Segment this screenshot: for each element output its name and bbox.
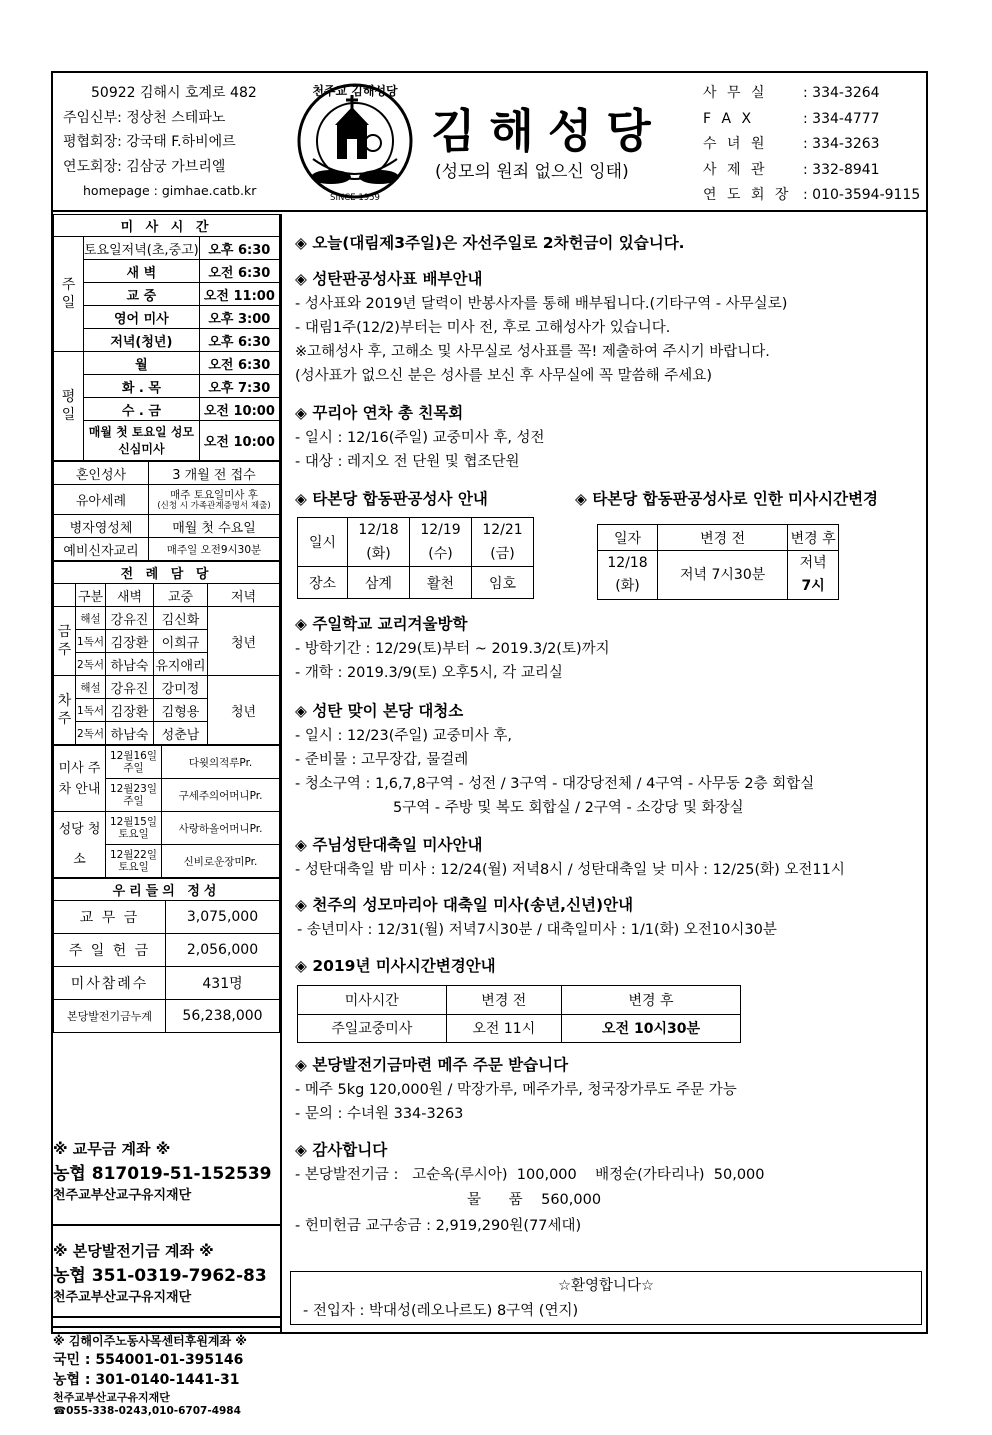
mass-change-table: 일자 변경 전 변경 후 12/18 (화) 저녁 7시30분 저녁 7시: [597, 524, 839, 600]
notice-title: ◈ 꾸리아 연차 총 친목회: [295, 404, 464, 422]
notice-title: ◈ 본당발전기금마련 메주 주문 받습니다: [295, 1056, 569, 1074]
schedule-change-table: 미사시간 변경 전 변경 후 주일교중미사 오전 11시 오전 10시30분: [297, 985, 741, 1043]
mass-time: 오전 6:30: [199, 352, 279, 375]
notice-title: ◈ 천주의 성모마리아 대축일 미사(송년,신년)안내: [295, 896, 634, 914]
header-info: [63, 81, 257, 204]
mass-name: 새 벽: [84, 260, 200, 283]
pastor: 주임신부: 정상천 스테파노: [63, 109, 226, 126]
mass-name: 매월 첫 토요일 성모신심미사: [84, 421, 200, 461]
parish-logo-icon: [291, 81, 419, 205]
contact-rectory: 사 제 관 : 332-8941: [703, 161, 880, 178]
mass-time: 오후 7:30: [199, 375, 279, 398]
notice-charity: ◈ 오늘(대림제3주일)은 자선주일로 2차헌금이 있습니다.: [295, 234, 685, 252]
contact-yeondo: 연 도 회 장 : 010-3594-9115: [703, 187, 921, 203]
notice-title: ◈ 감사합니다: [295, 1141, 388, 1159]
mass-time: 오전 10:00: [199, 421, 279, 461]
offerings-title: 우리들의 정성: [54, 879, 280, 901]
left-column: [53, 214, 282, 1417]
sacrament-name: 예비신자교리: [54, 538, 149, 561]
account-box-2: ※ 본당발전기금 계좌 ※ 농협 351-0319-7962-83 천주교부산교구유지재단: [53, 1224, 280, 1318]
mass-time: 오전 10:00: [199, 398, 279, 421]
sacrament-info: 매주일 오전9시30분: [149, 538, 280, 561]
mass-time: 오전 6:30: [199, 260, 279, 283]
notice-title: ◈ 2019년 미사시간변경안내: [295, 957, 496, 975]
contact-office: 사 무 실 : 334-3264: [703, 85, 880, 101]
liturgy-header: 구분: [76, 584, 106, 607]
mass-time: 오후 3:00: [199, 306, 279, 329]
logo-text: 천주교 김해성당: [312, 84, 398, 98]
mass-name: 화 . 목: [84, 375, 200, 398]
liturgy-header: 저녁: [208, 584, 280, 607]
yeondo-head: 연도회장: 김삼궁 가브리엘: [63, 158, 226, 175]
sacraments-table: [53, 461, 280, 561]
mass-times-table: [53, 214, 280, 461]
page-title: 김해성당: [431, 104, 665, 158]
sacrament-name: 유아세례: [54, 485, 149, 515]
cleaning-label: 성당 청소: [54, 812, 106, 878]
sacrament-info: 매주 토요일미사 후 (신청 시 가족관계증명서 제출): [149, 485, 280, 515]
mass-time: 오후 6:30: [199, 329, 279, 352]
sacrament-info: 매월 첫 수요일: [149, 515, 280, 538]
liturgy-header: 교중: [154, 584, 208, 607]
offerings-table: 우리들의 정성 교 무 금 3,075,000 주 일 헌 금 2,056,000 미사참례수 431명 본당발전기금누계 56,238,000: [53, 878, 280, 1033]
notice-title: ◈ 성탄 맞이 본당 대청소: [295, 702, 464, 720]
contact-list: [703, 81, 920, 209]
mass-name: 교 중: [84, 283, 200, 306]
mass-name: 월: [84, 352, 200, 375]
address: 50922 김해시 호계로 482: [91, 85, 257, 101]
bulletin-page: 50922 김해시 호계로 482 주임신부: 정상천 스테파노 평협회장: 강국태 F.하비에르 연도회장: 김삼궁 가브리엘 homepage : gimhae.catb.kr 천주교 김해성당 SINCE 1959 김해성당 (성모의 원죄 없으신 잉태) 사 무 실 : 334-3264 F A X : 334-4777 수 녀 원 : 334-3263 사 제 관 : 332-8941 연 도 회 장 : 010-3594-9115 미 사 시 간 주일 토요일저녁(초,중고) 오후 6:30 새 벽 오전 6:30 교 중 오전 11:00 영어 미사 오후 3:00 저녁(청년) 오후 6:30 평일 월 오전 6:30 화 . 목 오후 7:30 수 . 금 오전 10:00 매월 첫 토요일 성모신심미사 오전 10:00 혼인성사 3 개월 전 접수 유아세례 매주 토요일미사 후 (신청 시 가족관계증명서 제출) 병자영성체 매월 첫 수요일 예비신자교리 매주일 오전9시30분 전 례 담 당 구분 새벽 교중 저녁 금주 해설 강유진 김신화 청년 1독서 김장환 이희규 2독서 하남숙 유지애리 차주 해설 강유진 강미정 청년 1독서 김장환 김형용 2독서 하남숙 성춘남 미사 주차 안내 12월16일 주일 다윗의적루Pr. 12월23일 주일 구세주의어머니Pr. 성당 청소 12월15일 토요일 사랑하올어머니Pr. 12월22일 토요일 신비로운장미Pr. 우리들의 정성 교 무 금 3,075,000 주 일 헌 금 2,056,000 미사참례수 431명 본당발전기금누계 56,238,000 ※ 교무금 계좌 ※ 농협 817019-51-152539 천주교부산교구유지재단 ※ 본당발전기금 계좌 ※ 농협 351-0319-7962-83 천주교부산교구유지재단 ※ 김해이주노동사목센터후원계좌 ※ 국민 : 554001-01-395146 농협 : 301-0140-1441-31 천주교부산교구유지재단 ☎055-338-0243,010-6707-4984 ◈ 오늘(대림제3주일)은 자선주일로 2차헌금이 있습니다. ◈ 성탄판공성사표 배부안내 - 성사표와 2019년 달력이 반봉사자를 통해 배부됩니다.(기타구역 - 사무실로) - 대림1주(12/2)부터는 미사 전, 후로 고해성사가 있습니다. ※고해성사 후, 고해소 및 사무실로 성사표를 꼭! 제출하여 주시기 바랍니다. (성사표가 없으신 분은 성사를 보신 후 사무실에 꼭 말씀해 주세요) ◈ 꾸리아 연차 총 친목회 - 일시 : 12/16(주일) 교중미사 후, 성전 - 대상 : 레지오 전 단원 및 협조단원 ◈ 타본당 합동판공성사 안내 ◈ 타본당 합동판공성사로 인한 미사시간변경 일시 12/18 (화) 12/19 (수) 12/21 (금) 장소 삼계 활천 임호 일자 변경 전 변경 후 12/18 (화) 저녁 7시30분 저녁 7시 ◈ 주일학교 교리겨울방학 - 방학기간 : 12/29(토)부터 ~ 2019.3/2(토)까지 - 개학 : 2019.3/9(토) 오후5시, 각 교리실 ◈ 성탄 맞이 본당 대청소 - 일시 : 12/23(주일) 교중미사 후, - 준비물 : 고무장갑, 물걸레 - 청소구역 : 1,6,7,8구역 - 성전 / 3구역 - 대강당전체 / 4구역 - 사무동 2층 회합실 5구역 - 주방 및 복도 회합실 / 2구역 - 소강당 및 화장실 ◈ 주님성탄대축일 미사안내 - 성탄대축일 밤 미사 : 12/24(월) 저녁8시 / 성탄대축일 낮 미사 : 12/25(화) 오전11시 ◈ 천주의 성모마리아 대축일 미사(송년,신년)안내 - 송년미사 : 12/31(월) 저녁7시30분 / 대축일미사 : 1/1(화) 오전10시30분 ◈ 2019년 미사시간변경안내 미사시간 변경 전 변경 후 주일교중미사 오전 11시 오전 10시30분 ◈ 본당발전기금마련 메주 주문 받습니다 - 메주 5kg 120,000원 / 막장가루, 메주가루, 청국장가루도 주문 가능 - 문의 : 수녀원 334-3263 ◈ 감사합니다 - 본당발전기금 : 고순옥(루시아) 100,000 배정순(가타리나) 50,000 물 품 560,000 - 헌미헌금 교구송금 : 2,919,290원(77세대) ☆환영합니다☆ - 전입자 : 박대성(레오나르도) 8구역 (연지): [51, 71, 928, 1334]
parking-label: 미사 주차 안내: [54, 746, 106, 812]
sunday-label: 주일: [54, 237, 84, 352]
header: [53, 73, 926, 212]
sacrament-name: 병자영성체: [54, 515, 149, 538]
logo-since: SINCE 1959: [330, 193, 380, 203]
contact-fax: F A X : 334-4777: [703, 110, 880, 127]
page-subtitle: (성모의 원죄 없으신 잉태): [435, 162, 629, 182]
mass-time: 오후 6:30: [199, 237, 279, 260]
mass-name: 토요일저녁(초,중고): [84, 237, 200, 260]
mass-time: 오전 11:00: [199, 283, 279, 306]
liturgy-header: 새벽: [106, 584, 154, 607]
liturgy-table: 전 례 담 당 구분 새벽 교중 저녁 금주 해설 강유진 김신화 청년 1독서 김장환 이희규 2독서 하남숙 유지애리 차주 해설 강유진 강미정 청년 1독서 김장환 김형용 2독서 하남숙 성춘남: [53, 561, 280, 745]
notice-title: ◈ 타본당 합동판공성사로 인한 미사시간변경: [575, 490, 879, 508]
sacrament-info: 3 개월 전 접수: [149, 462, 280, 485]
contact-convent: 수 녀 원 : 334-3263: [703, 136, 880, 152]
welcome-box: ☆환영합니다☆ - 전입자 : 박대성(레오나르도) 8구역 (연지): [290, 1271, 922, 1325]
notice-title: ◈ 주님성탄대축일 미사안내: [295, 836, 483, 854]
liturgy-title: 전 례 담 당: [54, 562, 280, 584]
this-week-label: 금주: [54, 607, 76, 676]
mass-name: 저녁(청년): [84, 329, 200, 352]
account-box-3: ※ 김해이주노동사목센터후원계좌 ※ 국민 : 554001-01-395146 농협 : 301-0140-1441-31 천주교부산교구유지재단 ☎055-338-0243,010-6707-4984: [53, 1326, 280, 1435]
notice-title: ◈ 타본당 합동판공성사 안내: [295, 490, 488, 508]
council-head: 평협회장: 강국태 F.하비에르: [63, 134, 236, 150]
mass-name: 수 . 금: [84, 398, 200, 421]
weekday-label: 평일: [54, 352, 84, 461]
next-week-label: 차주: [54, 676, 76, 745]
mass-name: 영어 미사: [84, 306, 200, 329]
homepage[interactable]: homepage : gimhae.catb.kr: [83, 183, 257, 198]
sacrament-name: 혼인성사: [54, 462, 149, 485]
confession-schedule-table: 일시 12/18 (화) 12/19 (수) 12/21 (금) 장소 삼계 활천 임호: [297, 517, 534, 599]
notice-title: ◈ 주일학교 교리겨울방학: [295, 615, 468, 633]
notice-title: ◈ 성탄판공성사표 배부안내: [295, 270, 483, 288]
duty-table: 미사 주차 안내 12월16일 주일 다윗의적루Pr. 12월23일 주일 구세주의어머니Pr. 성당 청소 12월15일 토요일 사랑하올어머니Pr. 12월22일 토요일 신비로운장미Pr.: [53, 745, 280, 878]
account-box-1: ※ 교무금 계좌 ※ 농협 817019-51-152539 천주교부산교구유지재단: [53, 1140, 272, 1203]
mass-times-title: 미 사 시 간: [54, 215, 280, 237]
